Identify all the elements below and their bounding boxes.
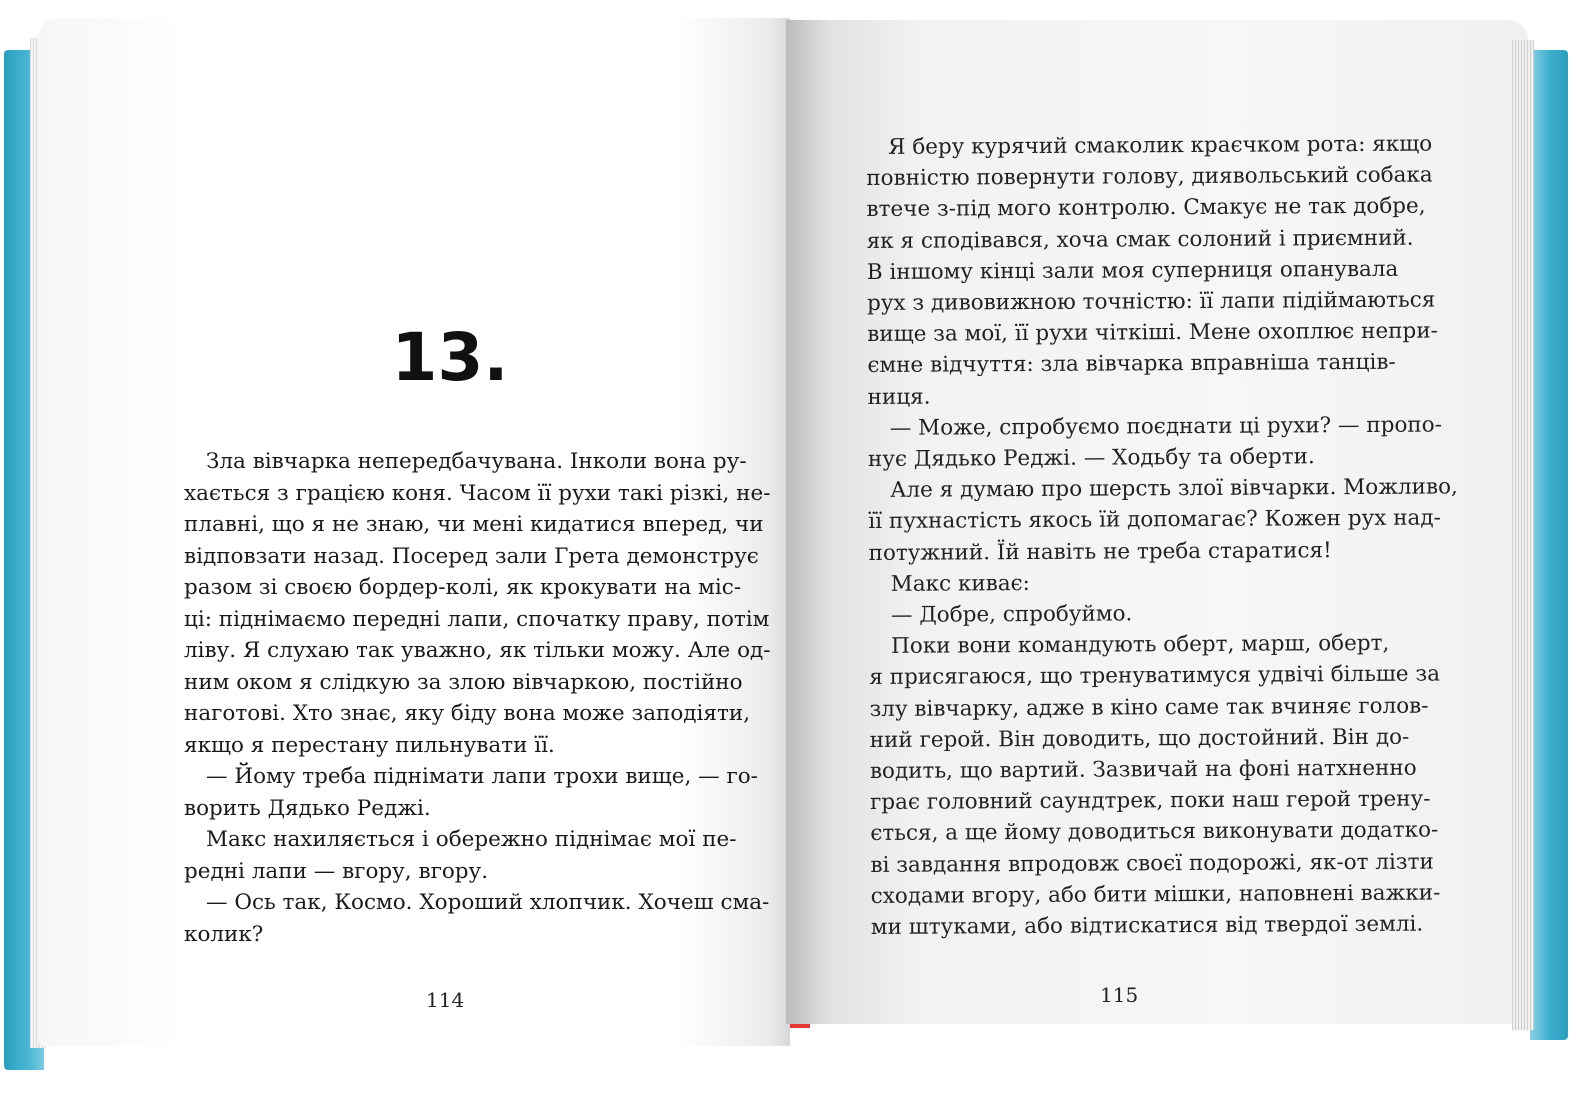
chapter-number: 13. [391, 319, 509, 396]
text-line: ві завдання впродовж своєї подорожі, як-от лізти [870, 849, 1434, 878]
text-line: злу вівчарку, адже в кіно саме так вчиняє голов- [869, 693, 1429, 722]
text-line: Я беру курячий смаколик краєчком рота: якщо [888, 131, 1433, 160]
text-line: — Йому треба піднімати лапи трохи вище, — го- [206, 764, 758, 789]
text-line: Макс киває: [890, 570, 1030, 597]
text-line: Макс нахиляється і обережно піднімає мої пе- [206, 827, 737, 852]
text-line: ці: піднімаємо передні лапи, спочатку праву, потім [184, 606, 770, 632]
text-line: втече з-під мого контролю. Смакує не так добре, [866, 193, 1426, 223]
text-line: — Ось так, Космо. Хороший хлопчик. Хочеш сма- [206, 890, 770, 915]
text-line: редні лапи — вгору, вгору. [184, 858, 489, 884]
text-line: плавні, що я не знаю, чи мені кидатися вперед, чи [184, 512, 764, 537]
text-line: нує Дядько Реджі. — Ходьбу та оберти. [867, 444, 1315, 473]
text-line: я присягаюся, що тренуватимуся удвічі більше за [869, 661, 1441, 691]
text-line: відповзати назад. Посеред зали Грета демонструє [184, 543, 759, 569]
text-line: грає головний саундтрек, поки наш герой трену- [870, 786, 1431, 816]
text-line: наготові. Хто знає, яку біду вона може заподіяти, [184, 701, 751, 726]
text-line: — Може, спробуємо поєднати ці рухи? — пропо- [889, 412, 1443, 441]
text-line: разом зі своєю бордер-колі, як крокувати на міс- [184, 575, 742, 600]
text-line: хається з грацією коня. Часом її рухи такі різкі, не- [184, 480, 771, 506]
text-line: Зла вівчарка непередбачувана. Інколи вона ру- [206, 449, 747, 474]
text-line: Але я думаю про шерсть злої вівчарки. Можливо, [890, 474, 1458, 504]
text-line: якщо я перестану пильнувати її. [184, 732, 555, 758]
text-line: повністю повернути голову, диявольський собака [866, 162, 1433, 192]
text-line: ний герой. Він доводить, що достойний. Він до- [869, 724, 1410, 753]
text-line: — Добре, спробуймо. [890, 601, 1133, 628]
text-line: потужний. Їй навіть не треба старатися! [868, 537, 1332, 566]
text-line: ліву. Я слухаю так уважно, як тільки можу. Але од- [184, 638, 771, 663]
page-number-left: 114 [426, 988, 465, 1012]
text-line: ним оком я слідкую за злою вівчаркою, постійно [184, 669, 743, 695]
left-page-text [184, 446, 771, 950]
text-line: ниця. [867, 384, 931, 410]
text-line: ється, а ще йому доводиться виконувати додатко- [870, 817, 1439, 847]
page-stack-right [1512, 40, 1534, 1030]
right-page-text [866, 129, 1458, 943]
book-cover-right-edge [1530, 50, 1568, 1040]
text-line: як я сподівався, хоча смак солоний і приємний. [866, 225, 1414, 254]
page-number-right: 115 [1100, 983, 1139, 1007]
text-line: ворить Дядько Реджі. [184, 795, 431, 821]
text-line: водить, що вартий. Зазвичай на фоні натхненно [869, 755, 1417, 785]
text-line: Поки вони командують оберт, марш, оберт, [891, 631, 1390, 660]
text-line: колик? [184, 921, 264, 947]
text-line: В іншому кінці зали моя суперниця опанувала [866, 256, 1399, 285]
text-line: її пухнастість якось їй допомагає? Кожен рух над- [868, 505, 1441, 535]
text-line: ємне відчуття: зла вівчарка вправніша танців- [867, 350, 1396, 379]
text-line: рух з дивовижною точністю: її лапи підіймаються [866, 287, 1436, 317]
text-line: ми штуками, або відтискатися від твердої землі. [870, 911, 1424, 941]
text-line: вище за мої, її рухи чіткіші. Мене охоплює непри- [867, 318, 1438, 348]
text-line: сходами вгору, або бити мішки, наповнені важки- [870, 880, 1441, 909]
